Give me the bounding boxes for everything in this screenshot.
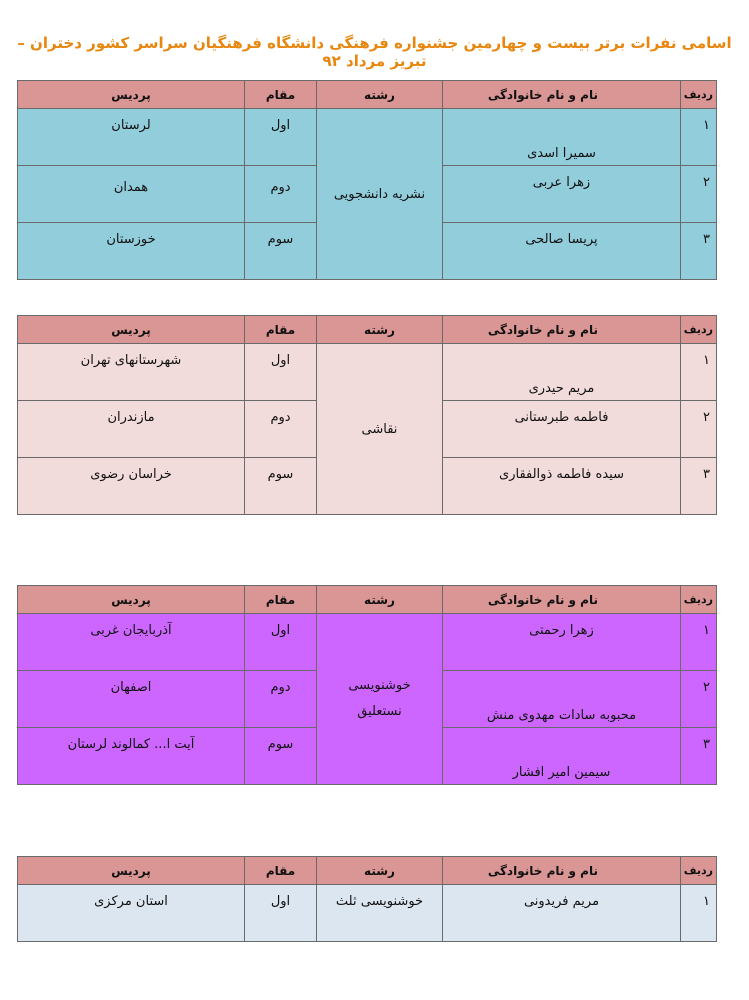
- header-rank: مقام: [245, 81, 317, 109]
- results-table-2: [17, 315, 717, 515]
- row-number: ۳: [681, 728, 717, 785]
- campus: اصفهان: [18, 671, 245, 728]
- rank: اول: [245, 344, 317, 401]
- table-row: [18, 885, 717, 942]
- winner-name: سمیرا اسدی: [443, 109, 681, 166]
- row-number: ۱: [681, 614, 717, 671]
- table-header-row: [18, 857, 717, 885]
- header-name: نام و نام خانوادگی: [443, 586, 681, 614]
- header-campus: پردیس: [18, 81, 245, 109]
- rank: سوم: [245, 223, 317, 280]
- header-field: رشته: [317, 586, 443, 614]
- results-table-3: [17, 585, 717, 785]
- field-name: نشریه دانشجویی: [317, 109, 443, 280]
- winner-name: محبوبه سادات مهدوی منش: [443, 671, 681, 728]
- winner-name: مریم حیدری: [443, 344, 681, 401]
- row-number: ۱: [681, 344, 717, 401]
- campus: آیت ا... کمالوند لرستان: [18, 728, 245, 785]
- rank: سوم: [245, 458, 317, 515]
- header-name: نام و نام خانوادگی: [443, 81, 681, 109]
- header-row-number: ردیف: [681, 857, 717, 885]
- header-row-number: ردیف: [681, 81, 717, 109]
- results-table-4: [17, 856, 717, 942]
- winner-name: سیده فاطمه ذوالفقاری: [443, 458, 681, 515]
- winner-name: زهرا رحمتی: [443, 614, 681, 671]
- table-row: [18, 614, 717, 671]
- field-name: خوشنویسی نستعلیق: [317, 614, 443, 785]
- field-name: خوشنویسی ثلث: [317, 885, 443, 942]
- winner-name: سیمین امیر افشار: [443, 728, 681, 785]
- campus: همدان: [18, 166, 245, 223]
- results-table-1: [17, 80, 717, 280]
- row-number: ۳: [681, 223, 717, 280]
- header-row-number: ردیف: [681, 316, 717, 344]
- campus: آذربایجان غربی: [18, 614, 245, 671]
- field-name: نقاشی: [317, 344, 443, 515]
- rank: دوم: [245, 671, 317, 728]
- header-rank: مقام: [245, 316, 317, 344]
- table-header-row: [18, 586, 717, 614]
- header-campus: پردیس: [18, 857, 245, 885]
- table-header-row: [18, 81, 717, 109]
- winner-name: پریسا صالحی: [443, 223, 681, 280]
- row-number: ۲: [681, 401, 717, 458]
- header-name: نام و نام خانوادگی: [443, 316, 681, 344]
- campus: خوزستان: [18, 223, 245, 280]
- row-number: ۲: [681, 671, 717, 728]
- row-number: ۱: [681, 885, 717, 942]
- row-number: ۳: [681, 458, 717, 515]
- header-field: رشته: [317, 316, 443, 344]
- rank: اول: [245, 614, 317, 671]
- header-campus: پردیس: [18, 316, 245, 344]
- campus: مازندران: [18, 401, 245, 458]
- rank: اول: [245, 109, 317, 166]
- campus: استان مرکزی: [18, 885, 245, 942]
- header-field: رشته: [317, 81, 443, 109]
- page-title: اسامی نفرات برتر بیست و چهارمین جشنواره فرهنگی دانشگاه فرهنگیان سراسر کشور دختران –تبریز مرداد ۹۲: [17, 34, 732, 70]
- campus: شهرستانهای تهران: [18, 344, 245, 401]
- rank: اول: [245, 885, 317, 942]
- winner-name: فاطمه طبرستانی: [443, 401, 681, 458]
- table-row: [18, 109, 717, 166]
- header-name: نام و نام خانوادگی: [443, 857, 681, 885]
- winner-name: مریم فریدونی: [443, 885, 681, 942]
- header-rank: مقام: [245, 586, 317, 614]
- row-number: ۱: [681, 109, 717, 166]
- header-row-number: ردیف: [681, 586, 717, 614]
- table-row: [18, 344, 717, 401]
- rank: دوم: [245, 401, 317, 458]
- rank: دوم: [245, 166, 317, 223]
- row-number: ۲: [681, 166, 717, 223]
- campus: خراسان رضوی: [18, 458, 245, 515]
- header-campus: پردیس: [18, 586, 245, 614]
- table-header-row: [18, 316, 717, 344]
- header-field: رشته: [317, 857, 443, 885]
- header-rank: مقام: [245, 857, 317, 885]
- rank: سوم: [245, 728, 317, 785]
- winner-name: زهرا عربی: [443, 166, 681, 223]
- campus: لرستان: [18, 109, 245, 166]
